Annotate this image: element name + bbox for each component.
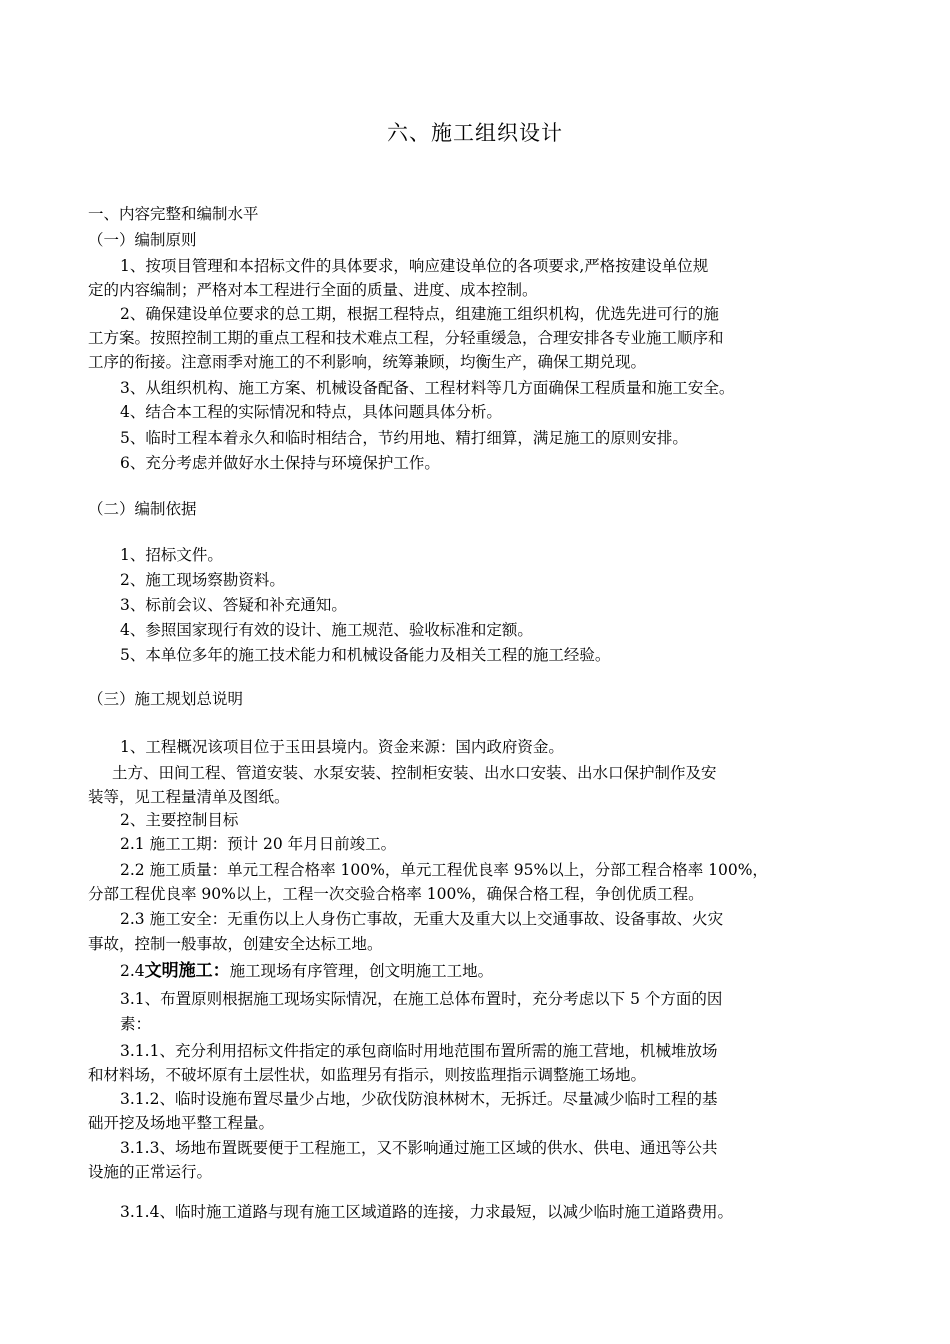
paragraph-line: 5、临时工程本着永久和临时相结合，节约用地、精打细算，满足施工的原则安排。 xyxy=(120,429,688,447)
list-item: 5、本单位多年的施工技术能力和机械设备能力及相关工程的施工经验。 xyxy=(120,646,611,664)
paragraph-line: 3.1.2、临时设施布置尽量少占地，少砍伐防浪林树木，无拆迁。尽量减少临时工程的基 xyxy=(120,1090,718,1108)
paragraph-line: 2、确保建设单位要求的总工期，根据工程特点，组建施工组织机构，优选先进可行的施 xyxy=(120,305,719,323)
paragraph-line: 3.1.1、充分利用招标文件指定的承包商临时用地范围布置所需的施工营地，机械堆放场 xyxy=(120,1042,718,1060)
paragraph-line: 设施的正常运行。 xyxy=(88,1163,213,1181)
paragraph-line: 工方案。按照控制工期的重点工程和技术难点工程，分轻重缓急，合理安排各专业施工顺序和 xyxy=(88,329,724,347)
paragraph-line: 土方、田间工程、管道安装、水泵安装、控制柜安装、出水口安装、出水口保护制作及安 xyxy=(112,764,717,782)
subsection-heading-basis: （二）编制依据 xyxy=(88,500,197,518)
paragraph-line: 2.3 施工安全：无重伤以上人身伤亡事故，无重大及重大以上交通事故、设备事故、火灾 xyxy=(120,910,724,928)
list-item: 3、标前会议、答疑和补充通知。 xyxy=(120,596,347,614)
paragraph-line: 4、结合本工程的实际情况和特点，具体问题具体分析。 xyxy=(120,403,502,421)
list-item: 2、施工现场察勘资料。 xyxy=(120,571,285,589)
paragraph-line: 和材料场，不破坏原有土层性状，如监理另有指示，则按监理指示调整施工场地。 xyxy=(88,1066,647,1084)
paragraph-line: 装等，见工程量清单及图纸。 xyxy=(88,788,290,806)
paragraph-line: 工序的衔接。注意雨季对施工的不利影响，统筹兼顾，均衡生产，确保工期兑现。 xyxy=(88,353,647,371)
paragraph-line: 1、按项目管理和本招标文件的具体要求，响应建设单位的各项要求,严格按建设单位规 xyxy=(120,257,709,275)
paragraph-line: 1、工程概况该项目位于玉田县境内。资金来源：国内政府资金。 xyxy=(120,738,564,756)
paragraph-line: 事故，控制一般事故，创建安全达标工地。 xyxy=(88,935,383,953)
paragraph-line: 6、充分考虑并做好水土保持与环境保护工作。 xyxy=(120,454,440,472)
bold-label: 文明施工： xyxy=(144,961,230,981)
paragraph-line: 2、主要控制目标 xyxy=(120,811,239,829)
paragraph-line: 3.1.3、场地布置既要便于工程施工，又不影响通过施工区域的供水、供电、通迅等公共 xyxy=(120,1139,718,1157)
paragraph-line: 3.1、布置原则根据施工现场实际情况，在施工总体布置时，充分考虑以下 5 个方面的因 xyxy=(120,990,723,1008)
section-heading: 一、内容完整和编制水平 xyxy=(88,205,259,223)
document-title: 六、施工组织设计 xyxy=(387,121,563,145)
item-number: 2.4 xyxy=(120,962,145,980)
paragraph-line: 3、从组织机构、施工方案、机械设备配备、工程材料等几方面确保工程质量和施工安全。 xyxy=(120,379,735,397)
paragraph-line xyxy=(120,960,493,982)
subsection-heading-plan: （三）施工规划总说明 xyxy=(88,690,244,708)
subsection-heading-principles: （一）编制原则 xyxy=(88,231,197,249)
item-text: 施工现场有序管理，创文明施工工地。 xyxy=(229,962,494,980)
paragraph-line: 素： xyxy=(120,1015,152,1033)
paragraph-line: 2.2 施工质量：单元工程合格率 100%，单元工程优良率 95%以上，分部工程合格率 100%， xyxy=(120,861,768,879)
paragraph-line: 3.1.4、临时施工道路与现有施工区域道路的连接，力求最短，以减少临时施工道路费用。 xyxy=(120,1203,733,1221)
list-item: 1、招标文件。 xyxy=(120,546,223,564)
paragraph-line: 分部工程优良率 90%以上，工程一次交验合格率 100%，确保合格工程，争创优质工程。 xyxy=(88,885,704,903)
list-item: 4、参照国家现行有效的设计、施工规范、验收标准和定额。 xyxy=(120,621,533,639)
paragraph-line: 础开挖及场地平整工程量。 xyxy=(88,1114,275,1132)
paragraph-line: 定的内容编制；严格对本工程进行全面的质量、进度、成本控制。 xyxy=(88,281,538,299)
paragraph-line: 2.1 施工工期：预计 20 年月日前竣工。 xyxy=(120,835,397,853)
